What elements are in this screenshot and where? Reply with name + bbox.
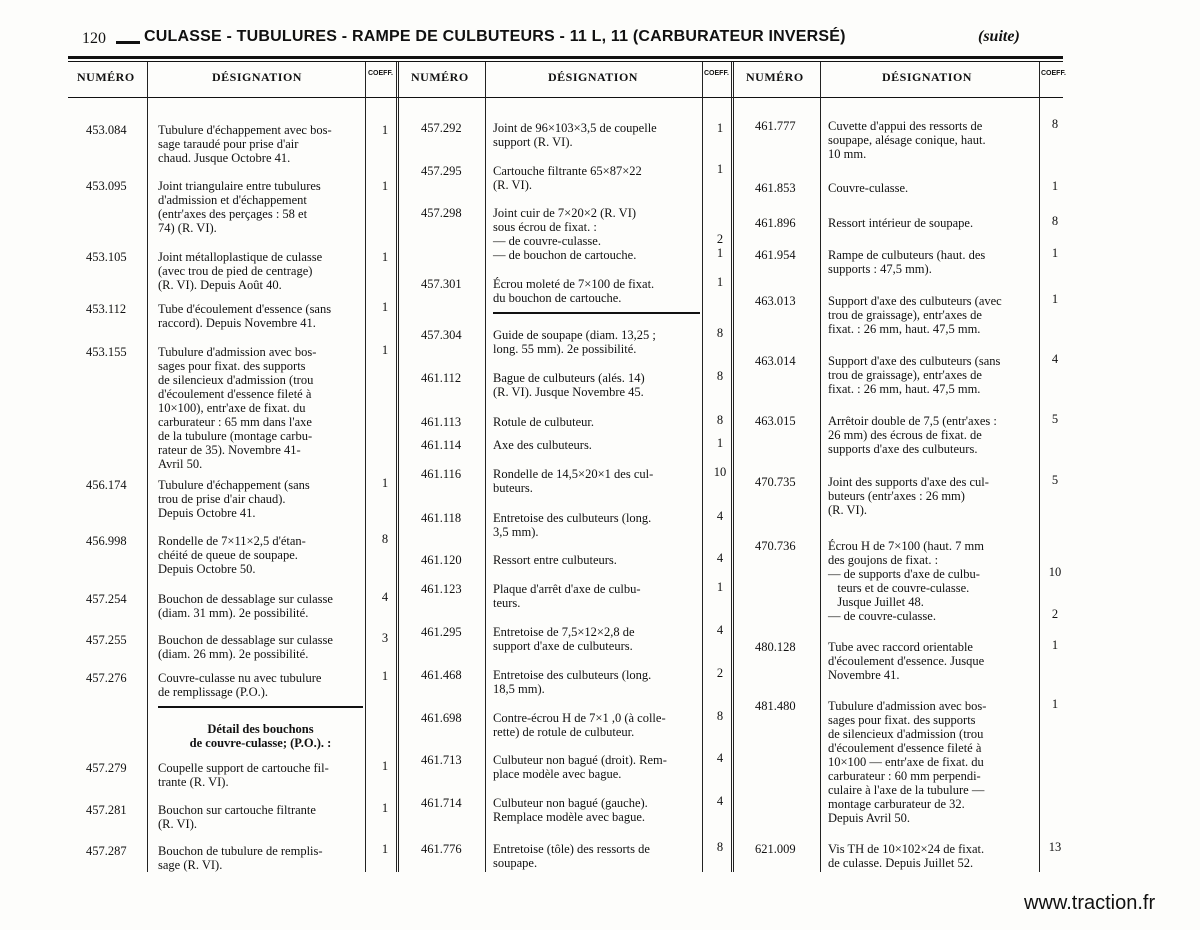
part-coeff: 5 — [1051, 412, 1059, 426]
part-number: 461.698 — [421, 711, 462, 725]
part-designation: Couvre-culasse nu avec tubulure de remplissage (P.O.). — [158, 671, 322, 699]
part-coeff: 3 — [381, 631, 389, 645]
col-header-coeff: COEFF. — [368, 70, 393, 77]
part-coeff: 1 — [381, 179, 389, 193]
part-number: 461.713 — [421, 753, 462, 767]
col-header-coeff: COEFF. — [704, 70, 729, 77]
part-coeff: 8 — [716, 840, 724, 854]
part-number: 453.155 — [86, 345, 127, 359]
part-designation: Joint triangulaire entre tubulures d'admission et d'échappement (entr'axes des perçages : 58 et 74) (R. VI). — [158, 179, 321, 235]
column-divider-double — [731, 62, 734, 872]
column-header-rule — [68, 97, 1063, 98]
part-designation: Couvre-culasse. — [828, 181, 909, 195]
part-number: 457.295 — [421, 164, 462, 178]
part-number: 461.113 — [421, 415, 462, 429]
part-coeff: 1 — [716, 121, 724, 135]
part-designation: Support d'axe des culbuteurs (avec trou de graissage), entr'axes de fixat. : 26 mm, haut. 47,5 mm. — [828, 294, 1002, 336]
part-number: 621.009 — [755, 842, 796, 856]
part-coeff: 1 — [716, 275, 724, 289]
part-coeff: 13 — [1048, 840, 1062, 854]
part-number: 457.304 — [421, 328, 462, 342]
part-coeff: 1 — [1051, 179, 1059, 193]
header-rule-thin — [68, 61, 1063, 62]
part-designation: Joint des supports d'axe des cul- buteurs (entr'axes : 26 mm) (R. VI). — [828, 475, 989, 517]
part-designation: Tubulure d'échappement avec bos- sage taraudé pour prise d'air chaud. Jusque Octobre 41. — [158, 123, 332, 165]
part-designation: Rondelle de 14,5×20×1 des cul- buteurs. — [493, 467, 654, 495]
part-number: 461.714 — [421, 796, 462, 810]
part-designation: Guide de soupape (diam. 13,25 ; long. 55 mm). 2e possibilité. — [493, 328, 656, 356]
page-number: 120 — [82, 30, 106, 47]
column-divider — [365, 62, 366, 872]
part-designation: Écrou moleté de 7×100 de fixat. du bouchon de cartouche. — [493, 277, 655, 305]
part-designation: Culbuteur non bagué (gauche). Remplace modèle avec bague. — [493, 796, 648, 824]
part-number: 457.287 — [86, 844, 127, 858]
part-designation: Ressort entre culbuteurs. — [493, 553, 617, 567]
column-divider — [147, 62, 148, 872]
part-designation: Ressort intérieur de soupape. — [828, 216, 974, 230]
part-designation: Écrou H de 7×100 (haut. 7 mm des goujons de fixat. : — de supports d'axe de culbu- teurs et de couvre-culasse. Jusque Juillet 48. — de couvre-culasse. — [828, 539, 984, 623]
part-number: 456.174 — [86, 478, 127, 492]
part-designation: Plaque d'arrêt d'axe de culbu- teurs. — [493, 582, 641, 610]
part-number: 457.279 — [86, 761, 127, 775]
part-designation: Tube avec raccord orientable d'écoulement d'essence. Jusque Novembre 41. — [828, 640, 985, 682]
part-designation: Arrêtoir double de 7,5 (entr'axes : 26 mm) des écrous de fixat. de supports d'axe des culbuteurs. — [828, 414, 997, 456]
part-designation: Tube d'écoulement d'essence (sans raccord). Depuis Novembre 41. — [158, 302, 332, 330]
part-coeff: 1 — [381, 343, 389, 357]
part-number: 461.118 — [421, 511, 462, 525]
part-number: 461.853 — [755, 181, 796, 195]
part-coeff: 4 — [716, 751, 724, 765]
header-rule-thick — [68, 56, 1063, 59]
part-number: 461.120 — [421, 553, 462, 567]
part-number: 457.292 — [421, 121, 462, 135]
part-coeff: 8 — [381, 532, 389, 546]
col-header-numero: NUMÉRO — [411, 70, 469, 84]
part-coeff: 1 — [1051, 697, 1059, 711]
website-watermark: www.traction.fr — [1024, 892, 1156, 914]
part-number: 453.105 — [86, 250, 127, 264]
part-number: 457.301 — [421, 277, 462, 291]
part-designation: Cartouche filtrante 65×87×22 (R. VI). — [493, 164, 642, 192]
part-number: 463.015 — [755, 414, 796, 428]
part-number: 470.736 — [755, 539, 796, 553]
part-designation: Entretoise (tôle) des ressorts de soupape. — [493, 842, 650, 870]
part-coeff: 8 — [1051, 117, 1059, 131]
part-coeff: 10 — [713, 465, 727, 479]
page-title-suite: (suite) — [978, 28, 1020, 45]
part-designation: Bouchon de tubulure de remplis- sage (R. VI). — [158, 844, 323, 872]
part-coeff: 10 2 — [1048, 565, 1062, 621]
col-header-numero: NUMÉRO — [77, 70, 135, 84]
part-designation: Joint de 96×103×3,5 de coupelle support (R. VI). — [493, 121, 657, 149]
part-designation: Joint métalloplastique de culasse (avec trou de pied de centrage) (R. VI). Depuis Août 40. — [158, 250, 323, 292]
part-coeff: 1 — [381, 759, 389, 773]
part-number: 453.084 — [86, 123, 127, 137]
part-number: 461.112 — [421, 371, 462, 385]
part-number: 481.480 — [755, 699, 796, 713]
column-divider — [820, 62, 821, 872]
part-designation: Tubulure d'admission avec bos- sages pour fixat. des supports de silencieux d'admission (trou d'écoulement d'essence fileté à 10×100 — entr'axe de fixat. du carburateur : 60 mm perpendi- culaire à l'axe de la tubulure — montage carburateur de 32. Depuis Avril 50. — [828, 699, 987, 825]
part-designation: Support d'axe des culbuteurs (sans trou de graissage), entr'axes de fixat. : 26 mm, haut. 47,5 mm. — [828, 354, 1001, 396]
part-designation: Bouchon sur cartouche filtrante (R. VI). — [158, 803, 316, 831]
part-designation: Bouchon de dessablage sur culasse (diam. 31 mm). 2e possibilité. — [158, 592, 333, 620]
part-designation: Bouchon de dessablage sur culasse (diam. 26 mm). 2e possibilité. — [158, 633, 333, 661]
col-header-designation: DÉSIGNATION — [882, 70, 972, 84]
part-number: 461.776 — [421, 842, 462, 856]
part-coeff: 4 — [716, 623, 724, 637]
part-coeff: 1 — [1051, 292, 1059, 306]
part-coeff: 1 — [1051, 246, 1059, 260]
part-number: 461.114 — [421, 438, 462, 452]
part-designation: Culbuteur non bagué (droit). Rem- place modèle avec bague. — [493, 753, 667, 781]
part-coeff: 1 — [381, 250, 389, 264]
part-designation: Entretoise de 7,5×12×2,8 de support d'axe de culbuteurs. — [493, 625, 635, 653]
section-divider — [158, 706, 363, 708]
part-coeff: 8 — [716, 709, 724, 723]
part-designation: Rotule de culbuteur. — [493, 415, 595, 429]
part-coeff: 4 — [716, 551, 724, 565]
part-coeff: 1 — [716, 436, 724, 450]
part-designation: Entretoise des culbuteurs (long. 3,5 mm). — [493, 511, 652, 539]
part-coeff: 4 — [381, 590, 389, 604]
column-divider-double — [396, 62, 399, 872]
part-designation: Contre-écrou H de 7×1 ,0 (à colle- rette) de rotule de culbuteur. — [493, 711, 666, 739]
column-divider — [485, 62, 486, 872]
part-designation: Rampe de culbuteurs (haut. des supports : 47,5 mm). — [828, 248, 986, 276]
col-header-coeff: COEFF. — [1041, 70, 1066, 77]
part-number: 457.298 — [421, 206, 462, 220]
part-number: 480.128 — [755, 640, 796, 654]
col-header-numero: NUMÉRO — [746, 70, 804, 84]
part-coeff: 8 — [1051, 214, 1059, 228]
col-header-designation: DÉSIGNATION — [212, 70, 302, 84]
part-coeff: 2 1 — [716, 232, 724, 260]
part-number: 457.254 — [86, 592, 127, 606]
part-coeff: 4 — [1051, 352, 1059, 366]
part-number: 461.954 — [755, 248, 796, 262]
part-coeff: 1 — [716, 580, 724, 594]
part-designation: Coupelle support de cartouche fil- trante (R. VI). — [158, 761, 329, 789]
part-coeff: 4 — [716, 794, 724, 808]
part-coeff: 1 — [1051, 638, 1059, 652]
col-header-designation: DÉSIGNATION — [548, 70, 638, 84]
part-coeff: 8 — [716, 369, 724, 383]
part-number: 461.468 — [421, 668, 462, 682]
part-number: 470.735 — [755, 475, 796, 489]
part-designation: Joint cuir de 7×20×2 (R. VI) sous écrou de fixat. : — de couvre-culasse. — de bouchon de cartouche. — [493, 206, 637, 262]
part-coeff: 8 — [716, 413, 724, 427]
column-divider — [702, 62, 703, 872]
column-divider — [1039, 62, 1040, 872]
part-coeff: 1 — [381, 123, 389, 137]
part-number: 461.295 — [421, 625, 462, 639]
part-number: 463.013 — [755, 294, 796, 308]
part-coeff: 1 — [716, 162, 724, 176]
part-coeff: 4 — [716, 509, 724, 523]
part-coeff: 2 — [716, 666, 724, 680]
part-number: 457.255 — [86, 633, 127, 647]
part-number: 461.896 — [755, 216, 796, 230]
part-coeff: 1 — [381, 476, 389, 490]
part-coeff: 1 — [381, 842, 389, 856]
part-designation: Vis TH de 10×102×24 de fixat. de culasse. Depuis Juillet 52. — [828, 842, 985, 870]
part-number: 461.123 — [421, 582, 462, 596]
part-designation: Tubulure d'échappement (sans trou de prise d'air chaud). Depuis Octobre 41. — [158, 478, 310, 520]
part-number: 461.777 — [755, 119, 796, 133]
part-number: 453.112 — [86, 302, 127, 316]
part-number: 457.276 — [86, 671, 127, 685]
part-number: 456.998 — [86, 534, 127, 548]
section-subheading: Détail des bouchons de couvre-culasse; (P.O.). : — [189, 722, 332, 750]
part-designation: Axe des culbuteurs. — [493, 438, 592, 452]
header-dash — [116, 41, 140, 44]
part-coeff: 8 — [716, 326, 724, 340]
part-designation: Rondelle de 7×11×2,5 d'étan- chéité de queue de soupape. Depuis Octobre 50. — [158, 534, 306, 576]
part-coeff: 1 — [381, 801, 389, 815]
part-designation: Entretoise des culbuteurs (long. 18,5 mm). — [493, 668, 652, 696]
part-number: 453.095 — [86, 179, 127, 193]
part-designation: Tubulure d'admission avec bos- sages pour fixat. des supports de silencieux d'admission (trou d'écoulement d'essence fileté à 10×100), entr'axe de fixat. du carburateur : 65 mm dans l'axe de la tubulure (montage carbu- rateur de 35). Novembre 41- Avril 50. — [158, 345, 317, 471]
part-number: 463.014 — [755, 354, 796, 368]
part-designation: Bague de culbuteurs (alés. 14) (R. VI). Jusque Novembre 45. — [493, 371, 645, 399]
part-designation: Cuvette d'appui des ressorts de soupape, alésage conique, haut. 10 mm. — [828, 119, 986, 161]
section-divider — [493, 312, 700, 314]
part-number: 461.116 — [421, 467, 462, 481]
part-number: 457.281 — [86, 803, 127, 817]
part-coeff: 5 — [1051, 473, 1059, 487]
page-title: CULASSE - TUBULURES - RAMPE DE CULBUTEURS - 11 L, 11 (CARBURATEUR INVERSÉ) — [144, 28, 846, 45]
part-coeff: 1 — [381, 300, 389, 314]
part-coeff: 1 — [381, 669, 389, 683]
